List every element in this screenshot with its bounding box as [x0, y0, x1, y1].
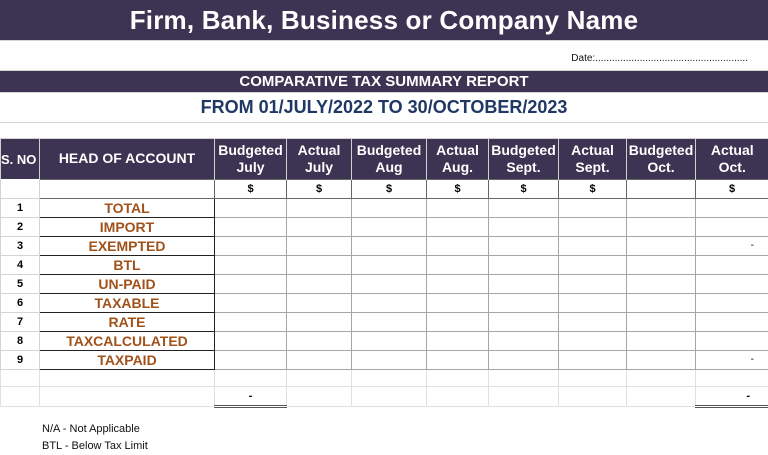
date-field[interactable]: Date:.......................................................	[571, 53, 748, 64]
totals-row	[1, 386, 768, 406]
value-cell[interactable]	[287, 255, 352, 274]
company-title[interactable]	[0, 0, 768, 41]
table-row	[1, 217, 768, 236]
value-cell[interactable]	[287, 274, 352, 293]
value-cell[interactable]	[559, 274, 627, 293]
value-cell[interactable]	[352, 293, 427, 312]
total-budgeted-july[interactable]: -	[215, 386, 287, 406]
col-header-budgeted-aug[interactable]: Budgeted Aug	[352, 139, 427, 179]
row-number[interactable]: 5	[1, 274, 40, 293]
value-cell[interactable]	[559, 293, 627, 312]
sno-header[interactable]: S. NO	[1, 139, 40, 179]
value-cell[interactable]	[559, 198, 627, 217]
row-number[interactable]: 6	[1, 293, 40, 312]
table-row	[1, 293, 768, 312]
value-cell[interactable]	[352, 350, 427, 369]
value-cell[interactable]	[352, 198, 427, 217]
cell[interactable]	[627, 179, 696, 198]
value-cell[interactable]	[427, 198, 489, 217]
account-name[interactable]: IMPORT	[40, 217, 215, 236]
table-row	[1, 274, 768, 293]
col-header-actual-sept[interactable]: Actual Sept.	[559, 139, 627, 179]
value-cell[interactable]	[427, 350, 489, 369]
table-row	[1, 198, 768, 217]
account-name[interactable]: RATE	[40, 312, 215, 331]
value-cell[interactable]	[559, 331, 627, 350]
value-cell-actual-oct[interactable]	[696, 198, 768, 217]
value-cell[interactable]	[427, 293, 489, 312]
cell[interactable]	[427, 386, 489, 406]
account-name[interactable]: EXEMPTED	[40, 236, 215, 255]
company-title-text: Firm, Bank, Business or Company Name	[129, 4, 639, 35]
value-cell[interactable]	[352, 331, 427, 350]
value-cell[interactable]	[559, 217, 627, 236]
value-cell[interactable]	[489, 236, 559, 255]
col-header-actual-aug[interactable]: Actual Aug.	[427, 139, 489, 179]
cell[interactable]	[559, 386, 627, 406]
date-row	[0, 41, 768, 71]
currency-row	[1, 179, 768, 198]
col-header-budgeted-sept[interactable]: Budgeted Sept.	[489, 139, 559, 179]
account-name[interactable]: BTL	[40, 255, 215, 274]
report-period-text: FROM 01/JULY/2022 TO 30/OCTOBER/2023	[200, 97, 568, 117]
value-cell[interactable]	[352, 217, 427, 236]
value-cell[interactable]	[627, 293, 696, 312]
value-cell-actual-oct[interactable]: -	[696, 236, 768, 255]
value-cell[interactable]	[427, 331, 489, 350]
row-number[interactable]: 1	[1, 198, 40, 217]
cell[interactable]	[352, 386, 427, 406]
row-number[interactable]: 8	[1, 331, 40, 350]
value-cell[interactable]	[215, 293, 287, 312]
currency-cell[interactable]: $	[489, 179, 559, 198]
value-cell[interactable]	[489, 217, 559, 236]
value-cell[interactable]	[215, 198, 287, 217]
value-cell[interactable]	[489, 255, 559, 274]
value-cell[interactable]	[287, 331, 352, 350]
value-cell[interactable]	[559, 255, 627, 274]
value-cell[interactable]	[287, 293, 352, 312]
value-cell[interactable]	[215, 331, 287, 350]
value-cell[interactable]	[489, 293, 559, 312]
value-cell[interactable]	[627, 255, 696, 274]
table-row	[1, 236, 768, 255]
value-cell[interactable]	[427, 217, 489, 236]
value-cell[interactable]	[489, 331, 559, 350]
value-cell[interactable]	[352, 274, 427, 293]
table-row	[1, 255, 768, 274]
value-cell[interactable]	[215, 312, 287, 331]
value-cell[interactable]	[627, 331, 696, 350]
row-number[interactable]: 3	[1, 236, 40, 255]
value-cell-actual-oct[interactable]	[696, 331, 768, 350]
tax-summary-table	[0, 139, 768, 408]
value-cell[interactable]	[427, 236, 489, 255]
currency-cell[interactable]: $	[696, 179, 768, 198]
value-cell[interactable]	[352, 312, 427, 331]
value-cell-actual-oct[interactable]	[696, 293, 768, 312]
account-header[interactable]: HEAD OF ACCOUNT	[40, 139, 215, 179]
value-cell-actual-oct[interactable]	[696, 274, 768, 293]
value-cell[interactable]	[559, 312, 627, 331]
value-cell[interactable]	[215, 350, 287, 369]
value-cell[interactable]	[627, 350, 696, 369]
value-cell[interactable]	[287, 350, 352, 369]
spacer-row	[0, 123, 768, 139]
value-cell[interactable]	[287, 217, 352, 236]
account-name[interactable]: TAXPAID	[40, 350, 215, 369]
empty-row	[1, 369, 768, 386]
currency-cell[interactable]: $	[215, 179, 287, 198]
value-cell[interactable]	[215, 255, 287, 274]
currency-cell[interactable]: $	[352, 179, 427, 198]
table-row	[1, 312, 768, 331]
footnote-btl: BTL - Below Tax Limit	[42, 440, 148, 452]
account-name[interactable]: TAXABLE	[40, 293, 215, 312]
value-cell[interactable]	[215, 236, 287, 255]
value-cell[interactable]	[489, 350, 559, 369]
value-cell[interactable]	[427, 255, 489, 274]
value-cell[interactable]	[287, 312, 352, 331]
value-cell[interactable]	[215, 274, 287, 293]
row-number[interactable]: 4	[1, 255, 40, 274]
value-cell[interactable]	[427, 312, 489, 331]
value-cell[interactable]	[627, 312, 696, 331]
col-header-budgeted-july[interactable]: Budgeted July	[215, 139, 287, 179]
currency-cell[interactable]: $	[559, 179, 627, 198]
table-row	[1, 331, 768, 350]
currency-cell[interactable]: $	[287, 179, 352, 198]
value-cell[interactable]	[352, 236, 427, 255]
value-cell-actual-oct[interactable]	[696, 255, 768, 274]
report-title[interactable]	[0, 71, 768, 93]
value-cell[interactable]	[627, 274, 696, 293]
value-cell[interactable]	[287, 236, 352, 255]
table-row	[1, 350, 768, 369]
value-cell-actual-oct[interactable]	[696, 217, 768, 236]
report-period[interactable]	[0, 93, 768, 123]
currency-cell[interactable]: $	[427, 179, 489, 198]
value-cell[interactable]	[215, 217, 287, 236]
cell[interactable]	[287, 386, 352, 406]
cell[interactable]	[40, 386, 215, 406]
account-name[interactable]: TOTAL	[40, 198, 215, 217]
value-cell[interactable]	[427, 274, 489, 293]
row-number[interactable]: 2	[1, 217, 40, 236]
value-cell[interactable]	[627, 198, 696, 217]
cell[interactable]	[40, 179, 215, 198]
value-cell[interactable]	[627, 236, 696, 255]
row-number[interactable]: 9	[1, 350, 40, 369]
value-cell[interactable]	[489, 274, 559, 293]
cell[interactable]	[489, 386, 559, 406]
account-name[interactable]: TAXCALCULATED	[40, 331, 215, 350]
header-row	[1, 139, 768, 179]
value-cell[interactable]	[559, 236, 627, 255]
cell[interactable]	[1, 179, 40, 198]
col-header-budgeted-oct[interactable]: Budgeted Oct.	[627, 139, 696, 179]
total-actual-oct[interactable]: -	[696, 386, 768, 406]
value-cell[interactable]	[489, 198, 559, 217]
value-cell[interactable]	[489, 312, 559, 331]
value-cell[interactable]	[352, 255, 427, 274]
value-cell[interactable]	[287, 198, 352, 217]
value-cell[interactable]	[627, 217, 696, 236]
cell[interactable]	[627, 386, 696, 406]
cell[interactable]	[1, 386, 40, 406]
row-number[interactable]: 7	[1, 312, 40, 331]
col-header-actual-july[interactable]: Actual July	[287, 139, 352, 179]
value-cell[interactable]	[559, 350, 627, 369]
value-cell-actual-oct[interactable]: -	[696, 350, 768, 369]
account-name[interactable]: UN-PAID	[40, 274, 215, 293]
value-cell-actual-oct[interactable]	[696, 312, 768, 331]
report-title-text: COMPARATIVE TAX SUMMARY REPORT	[239, 73, 529, 90]
footnote-na: N/A - Not Applicable	[42, 423, 140, 435]
col-header-actual-oct[interactable]: Actual Oct.	[696, 139, 768, 179]
